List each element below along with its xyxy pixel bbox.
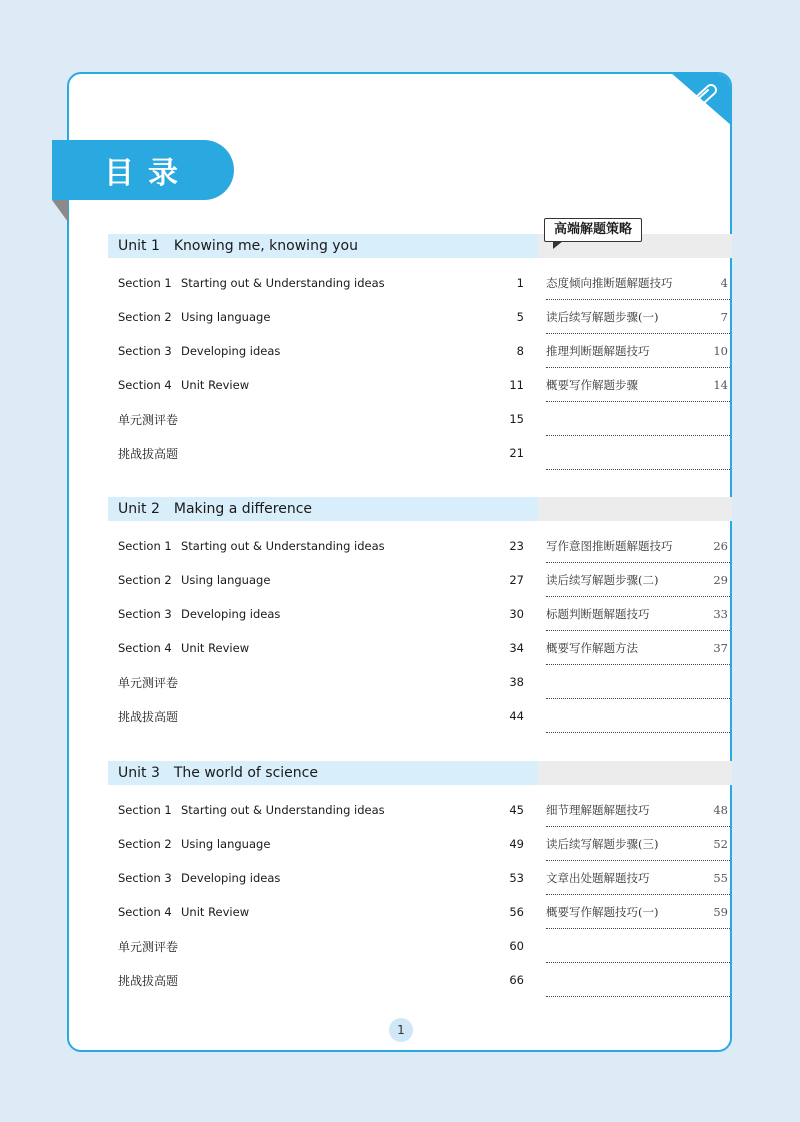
test-label: 单元测评卷 (118, 675, 179, 690)
page-ref: 21 (509, 446, 524, 460)
unit-label: Unit 3 (118, 765, 160, 781)
page-ref: 14 (713, 378, 728, 392)
dotted-divider (546, 333, 730, 334)
section-title: Using language (181, 837, 271, 851)
section-title: Unit Review (181, 378, 250, 392)
strategy-badge (544, 218, 642, 242)
unit-label: Unit 1 (118, 238, 160, 254)
strategy-entry[interactable] (546, 341, 728, 361)
page-ref: 48 (713, 803, 728, 817)
toc-entry-challenge[interactable] (118, 970, 524, 990)
strategy-title: 写作意图推断题解题技巧 (546, 539, 673, 553)
dotted-divider (546, 996, 730, 997)
section-title: Starting out & Understanding ideas (181, 803, 385, 817)
page-ref: 33 (713, 607, 728, 621)
toc-entry-test[interactable] (118, 672, 524, 692)
page-ref: 45 (509, 803, 524, 817)
dotted-divider (546, 299, 730, 300)
section-number: Section 4 (118, 378, 172, 392)
strategy-entry[interactable] (546, 273, 728, 293)
section-title: Developing ideas (181, 607, 281, 621)
page-ref: 23 (509, 539, 524, 553)
dotted-divider (546, 732, 730, 733)
page-ref: 55 (713, 871, 728, 885)
strategy-title: 读后续写解题步骤(二) (546, 573, 659, 587)
toc-entry[interactable] (118, 868, 524, 888)
unit-title: Making a difference (173, 501, 313, 517)
section-title: Using language (181, 573, 271, 587)
title-tab-fold (52, 200, 68, 222)
section-title: Using language (181, 310, 271, 324)
toc-entry[interactable] (118, 273, 524, 293)
section-number: Section 3 (118, 871, 172, 885)
dotted-divider (546, 596, 730, 597)
section-number: Section 3 (118, 607, 172, 621)
page-ref: 4 (720, 276, 728, 290)
unit-2-header[interactable] (108, 497, 732, 521)
toc-entry[interactable] (118, 604, 524, 624)
strategy-entry[interactable] (546, 902, 728, 922)
section-number: Section 4 (118, 905, 172, 919)
page-ref: 56 (509, 905, 524, 919)
strategy-title: 态度倾向推断题解题技巧 (546, 276, 673, 290)
page-ref: 30 (509, 607, 524, 621)
section-number: Section 1 (118, 539, 172, 553)
page-ref: 1 (516, 276, 524, 290)
strategy-entry[interactable] (546, 834, 728, 854)
toc-entry[interactable] (118, 638, 524, 658)
paperclip-icon (678, 80, 720, 114)
section-number: Section 1 (118, 803, 172, 817)
page-title: 目录 (52, 140, 234, 200)
strategy-title: 概要写作解题步骤 (546, 378, 638, 392)
toc-entry[interactable] (118, 902, 524, 922)
dotted-divider (546, 664, 730, 665)
strategy-title: 概要写作解题技巧(一) (546, 905, 659, 919)
dotted-divider (546, 367, 730, 368)
page-ref: 26 (713, 539, 728, 553)
dotted-divider (546, 698, 730, 699)
toc-entry-challenge[interactable] (118, 443, 524, 463)
strategy-entry[interactable] (546, 570, 728, 590)
toc-entry-test[interactable] (118, 409, 524, 429)
dotted-divider (546, 962, 730, 963)
toc-entry[interactable] (118, 834, 524, 854)
dotted-divider (546, 435, 730, 436)
challenge-label: 挑战拔高题 (118, 709, 179, 724)
page-ref: 7 (720, 310, 728, 324)
dotted-divider (546, 469, 730, 470)
strategy-entry[interactable] (546, 604, 728, 624)
page-ref: 37 (713, 641, 728, 655)
strategy-entry[interactable] (546, 800, 728, 820)
toc-entry-challenge[interactable] (118, 706, 524, 726)
section-number: Section 4 (118, 641, 172, 655)
strategy-title: 概要写作解题方法 (546, 641, 638, 655)
test-label: 单元测评卷 (118, 939, 179, 954)
strategy-title: 读后续写解题步骤(三) (546, 837, 659, 851)
strategy-entry[interactable] (546, 638, 728, 658)
page-ref: 15 (509, 412, 524, 426)
page-ref: 66 (509, 973, 524, 987)
section-number: Section 2 (118, 310, 172, 324)
strategy-title: 文章出处题解题技巧 (546, 871, 650, 885)
test-label: 单元测评卷 (118, 412, 179, 427)
challenge-label: 挑战拔高题 (118, 446, 179, 461)
section-number: Section 1 (118, 276, 172, 290)
toc-entry[interactable] (118, 536, 524, 556)
strategy-title: 读后续写解题步骤(一) (546, 310, 659, 324)
unit-label: Unit 2 (118, 501, 160, 517)
dotted-divider (546, 630, 730, 631)
challenge-label: 挑战拔高题 (118, 973, 179, 988)
page-ref: 11 (509, 378, 524, 392)
section-number: Section 3 (118, 344, 172, 358)
page-ref: 53 (509, 871, 524, 885)
page-ref: 5 (516, 310, 524, 324)
strategy-title: 标题判断题解题技巧 (546, 607, 650, 621)
strategy-entry[interactable] (546, 536, 728, 556)
page-ref: 8 (516, 344, 524, 358)
section-title: Unit Review (181, 641, 250, 655)
page-ref: 60 (509, 939, 524, 953)
section-title: Unit Review (181, 905, 250, 919)
page-ref: 10 (713, 344, 728, 358)
page-ref: 52 (713, 837, 728, 851)
page-ref: 44 (509, 709, 524, 723)
page-ref: 29 (713, 573, 728, 587)
strategy-badge-label: 高端解题策略 (554, 222, 633, 237)
toc-entry[interactable] (118, 375, 524, 395)
unit-title: The world of science (173, 765, 318, 781)
section-number: Section 2 (118, 573, 172, 587)
page-ref: 38 (509, 675, 524, 689)
page-ref: 59 (713, 905, 728, 919)
toc-entry-test[interactable] (118, 936, 524, 956)
dotted-divider (546, 562, 730, 563)
dotted-divider (546, 894, 730, 895)
strategy-entry[interactable] (546, 375, 728, 395)
page-ref: 34 (509, 641, 524, 655)
unit-title: Knowing me, knowing you (173, 238, 358, 254)
strategy-entry[interactable] (546, 307, 728, 327)
strategy-entry[interactable] (546, 868, 728, 888)
section-title: Developing ideas (181, 871, 281, 885)
toc-entry[interactable] (118, 570, 524, 590)
section-title: Starting out & Understanding ideas (181, 539, 385, 553)
dotted-divider (546, 860, 730, 861)
dotted-divider (546, 928, 730, 929)
strategy-title: 细节理解题解题技巧 (546, 803, 650, 817)
dotted-divider (546, 401, 730, 402)
page-ref: 27 (509, 573, 524, 587)
section-title: Starting out & Understanding ideas (181, 276, 385, 290)
toc-entry[interactable] (118, 341, 524, 361)
toc-entry[interactable] (118, 800, 524, 820)
section-number: Section 2 (118, 837, 172, 851)
dotted-divider (546, 826, 730, 827)
toc-entry[interactable] (118, 307, 524, 327)
page-number: 1 (389, 1018, 413, 1042)
section-title: Developing ideas (181, 344, 281, 358)
page-ref: 49 (509, 837, 524, 851)
unit-3-header[interactable] (108, 761, 732, 785)
strategy-title: 推理判断题解题技巧 (546, 344, 650, 358)
